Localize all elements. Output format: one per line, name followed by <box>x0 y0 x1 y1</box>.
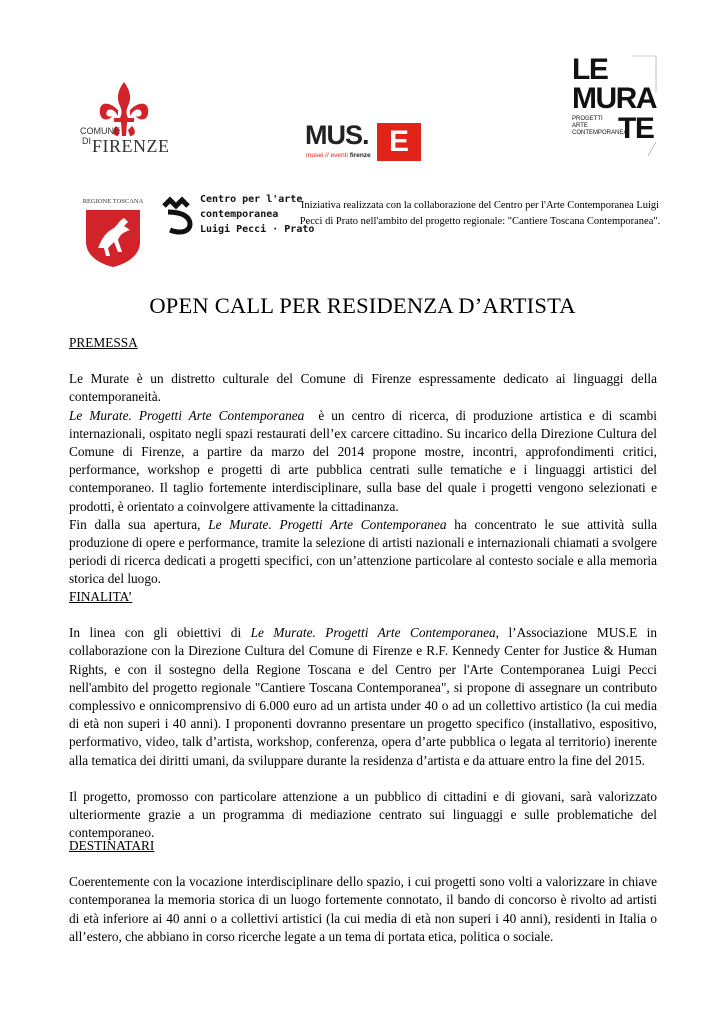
muse-logo-e-box: E <box>377 123 421 161</box>
finalita-heading: FINALITA’ <box>69 589 133 604</box>
murate-logo-line3: TE <box>618 112 654 145</box>
collaboration-note: Iniziativa realizzata con la collaborazione del Centro per l'Arte Contemporanea Luigi Pecci di Prato nell'ambito del progetto regionale: "Cantiere Toscana Contemporanea". <box>299 200 661 227</box>
premessa-paragraph-1: Le Murate è un distretto culturale del Comune di Firenze espressamente dedicato ai linguaggi della contemporaneità. <box>69 371 657 405</box>
page-title: OPEN CALL PER RESIDENZA D’ARTISTA <box>149 293 576 318</box>
firenze-logo-line1: COMUNE <box>80 126 120 136</box>
premessa-heading: PREMESSA <box>69 335 138 350</box>
muse-logo-subtitle: musei // eventi firenze <box>306 152 371 159</box>
finalita-paragraph-2: Il progetto, promosso con particolare attenzione a un pubblico di cittadini e di giovani, sarà valorizzato ulteriormente grazie a un programma di mediazione centrato sui linguaggi e sulle problematiche del contemporaneo. <box>69 788 657 841</box>
finalita-paragraph-1: In linea con gli obiettivi di Le Murate. Progetti Arte Contemporanea, l’Associazione MUS.E in collaborazione con la Direzione Cultura del Comune di Firenze e R.F. Kennedy Center for Justice & Human Rights, e con il sostegno della Regione Toscana e del Centro per l'Arte Contemporanea Luigi Pecci nell'ambito del progetto regionale "Cantiere Toscana Contemporanea", si propone di assegnare un contributo complessivo e onnicomprensivo di 6.000 euro ad un artista under 40 o ad un collettivo artistico (la cui media di età non superi i 40 anni). I proponenti dovranno presentare un progetto specifico (installativo, espositivo, performativo, video, talk d’artista, workshop, conferenza, opera d’arte pubblica o legata al territorio) inerente alla tematica dei diritti umani, da sviluppare durante la residenza d’artista e da attuare entro la fine del 2015. <box>69 625 657 768</box>
regione-toscana-logo <box>80 198 146 268</box>
centro-pecci-logo <box>160 190 315 240</box>
premessa-section <box>69 334 661 589</box>
muse-logo-text: MUS. <box>305 120 369 150</box>
murate-logo-line1: LE <box>572 53 608 86</box>
muse-logo <box>305 120 423 164</box>
le-murate-logo <box>570 52 658 160</box>
destinatari-heading: DESTINATARI <box>69 838 155 853</box>
firenze-logo-line2: DI <box>82 136 91 146</box>
comune-di-firenze-logo <box>78 80 170 160</box>
destinatari-paragraph-1: Coerentemente con la vocazione interdisciplinare dello spazio, i cui progetti sono volti a valorizzare in chiave contemporanea la memoria storica di un luogo fortemente connotato, il bando di concorso è rivolto ad artisti di età inferiore ai 40 anni o a collettivi artistici (la cui media di età non superi i 40 anni), residenti in Italia o all’estero, che abbiano in corso ricerche legate a un tema di portata etica, politica o sociale. <box>69 874 657 944</box>
destinatari-section <box>69 837 657 946</box>
premessa-paragraph-3: Fin dalla sua apertura, Le Murate. Progetti Arte Contemporanea ha concentrato le sue attività sulla produzione di opere e performance, tramite la selezione di artisti nazionali e internazionali chiamati a svolgere periodi di ricerca dedicati a progetti specifici, con un’attenzione particolare al contesto sociale e alla memoria storica del luogo. <box>69 516 658 587</box>
firenze-logo-line3: FIRENZE <box>92 136 170 156</box>
murate-logo-line2: MURA <box>572 82 656 115</box>
premessa-paragraph-2: Le Murate. Progetti Arte Contemporanea è un centro di ricerca, di produzione artistica e di scambi internazionali, ospitato negli spazi restaurati dell’ex carcere cittadino. Su incarico della Direzione Cultura del Comune di Firenze, a partire da marzo del 2014 propone mostre, incontri, approfondimenti critici, performance, workshop e progetti di arte pubblica centrati sulle tematiche e i linguaggi artistici del contemporaneo. Il taglio fortemente interdisciplinare, sulla base del quale i progetti vengono selezionati e prodotti, è orientato a coinvolgere attivamente la cittadinanza. <box>69 407 661 514</box>
toscana-logo-label: REGIONE TOSCANA <box>82 198 144 205</box>
pecci-logo-text: Centro per l'arte contemporanea Luigi Pecci · Prato <box>200 194 315 235</box>
finalita-section <box>69 588 657 842</box>
murate-logo-subtitle: PROGETTI ARTE CONTEMPORANEA <box>572 116 628 136</box>
